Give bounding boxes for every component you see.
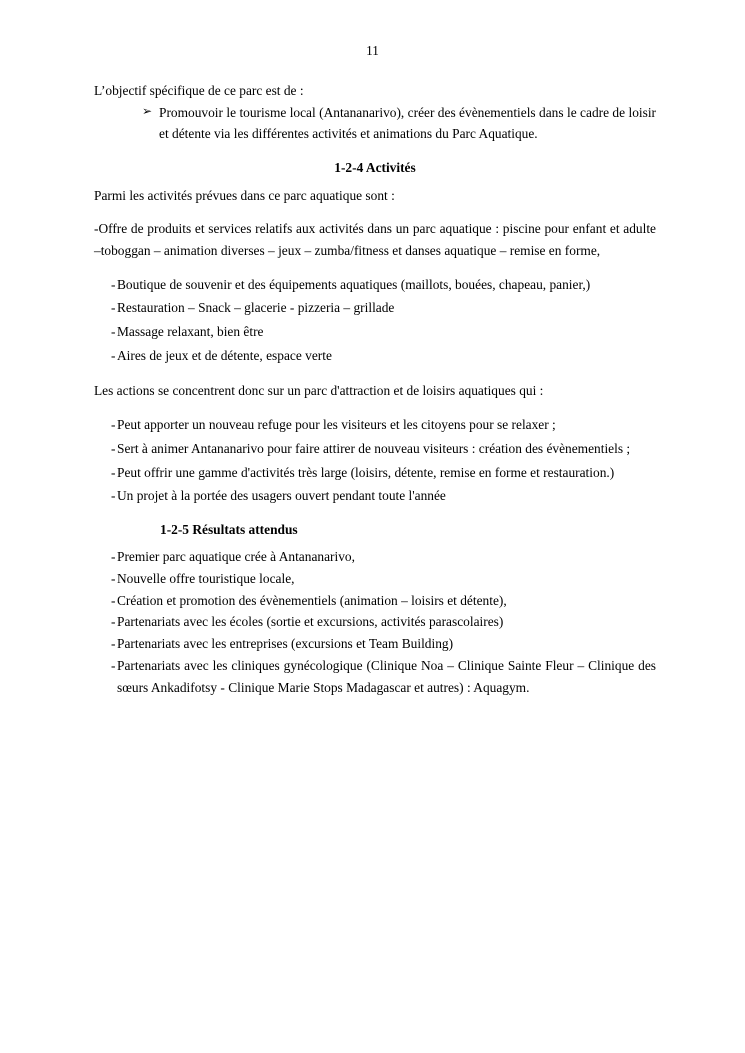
- list-item: [94, 414, 656, 436]
- list-item-text: Massage relaxant, bien être: [117, 324, 264, 340]
- list-item-text: Peut offrir une gamme d'activités très large (loisirs, détente, remise en forme et restauration.): [117, 464, 615, 480]
- dash-bullet-icon: -: [111, 488, 116, 504]
- dash-bullet-icon: -: [111, 657, 116, 673]
- heading-resultats: 1-2-5 Résultats attendus: [160, 521, 298, 537]
- list-item: [94, 438, 656, 460]
- page-number: 11: [366, 43, 379, 58]
- document-body: [94, 80, 656, 698]
- actions-list: [94, 414, 656, 507]
- spacer: [94, 262, 656, 274]
- list-item-text: Peut apporter un nouveau refuge pour les visiteurs et les citoyens pour se relaxer ;: [117, 417, 556, 433]
- arrow-bullet-list: [94, 102, 656, 145]
- list-item: [94, 274, 656, 296]
- list-item-text: Premier parc aquatique crée à Antananarivo,: [117, 549, 355, 565]
- list-item: [94, 345, 656, 367]
- list-item-text: Création et promotion des évènementiels (animation – loisirs et détente),: [117, 592, 507, 608]
- list-item-text: Partenariats avec les cliniques gynécologique (Clinique Noa – Clinique Sainte Fleur – Clinique des sœurs Ankadifotsy - Clinique Marie Stops Madagascar et autres) : Aquagym.: [117, 657, 656, 695]
- list-item-text: Boutique de souvenir et des équipements aquatiques (maillots, bouées, chapeau, panier,): [117, 276, 591, 292]
- spacer: [94, 368, 656, 380]
- spacer: [94, 206, 656, 218]
- dash-bullet-icon: -: [111, 549, 116, 565]
- list-item: [94, 655, 656, 698]
- arrow-bullet-icon: ➢: [142, 103, 153, 118]
- dash-bullet-icon: -: [111, 300, 116, 316]
- resultats-list: [94, 546, 656, 698]
- list-item: [94, 546, 656, 568]
- dash-bullet-icon: -: [111, 592, 116, 608]
- dash-bullet-icon: -: [111, 417, 116, 433]
- list-item-text: Sert à animer Antananarivo pour faire attirer de nouveau visiteurs : création des évènementiels ;: [117, 440, 631, 456]
- dash-bullet-icon: -: [111, 636, 116, 652]
- list-item: [94, 321, 656, 343]
- list-item-text: Restauration – Snack – glacerie - pizzeria – grillade: [117, 300, 395, 316]
- list-item-text: Nouvelle offre touristique locale,: [117, 571, 295, 587]
- dash-bullet-icon: -: [111, 464, 116, 480]
- list-item: [94, 462, 656, 484]
- spacer: [94, 402, 656, 414]
- list-item: [94, 611, 656, 633]
- activites-list: [94, 274, 656, 367]
- heading-activites: 1-2-4 Activités: [334, 160, 416, 176]
- dash-bullet-icon: -: [111, 614, 116, 630]
- dash-bullet-icon: -: [111, 440, 116, 456]
- list-item-text: Un projet à la portée des usagers ouvert pendant toute l'année: [117, 488, 446, 504]
- activites-intro-paragraph: Parmi les activités prévues dans ce parc aquatique sont :: [94, 187, 395, 203]
- objective-intro-paragraph: L’objectif spécifique de ce parc est de :: [94, 83, 304, 98]
- list-item: [94, 297, 656, 319]
- offer-paragraph: -Offre de produits et services relatifs aux activités dans un parc aquatique : piscine pour enfant et adulte –toboggan – animation diverses – jeux – zumba/fitness et danses aquatique – remise en forme,: [94, 221, 656, 258]
- dash-bullet-icon: -: [111, 276, 116, 292]
- list-item: [94, 485, 656, 507]
- dash-bullet-icon: -: [111, 347, 116, 363]
- list-item: [142, 102, 656, 145]
- actions-intro-paragraph: Les actions se concentrent donc sur un parc d'attraction et de loisirs aquatiques qui :: [94, 383, 544, 399]
- arrow-bullet-text: Promouvoir le tourisme local (Antananarivo), créer des évènementiels dans le cadre de loisir et détente via les différentes activités et animations du Parc Aquatique.: [159, 104, 656, 142]
- list-item: [94, 568, 656, 590]
- list-item-text: Partenariats avec les écoles (sortie et excursions, activités parascolaires): [117, 614, 504, 630]
- list-item: [94, 590, 656, 612]
- list-item: [94, 633, 656, 655]
- list-item-text: Aires de jeux et de détente, espace verte: [117, 347, 332, 363]
- dash-bullet-icon: -: [111, 571, 116, 587]
- dash-bullet-icon: -: [111, 324, 116, 340]
- list-item-text: Partenariats avec les entreprises (excursions et Team Building): [117, 636, 454, 652]
